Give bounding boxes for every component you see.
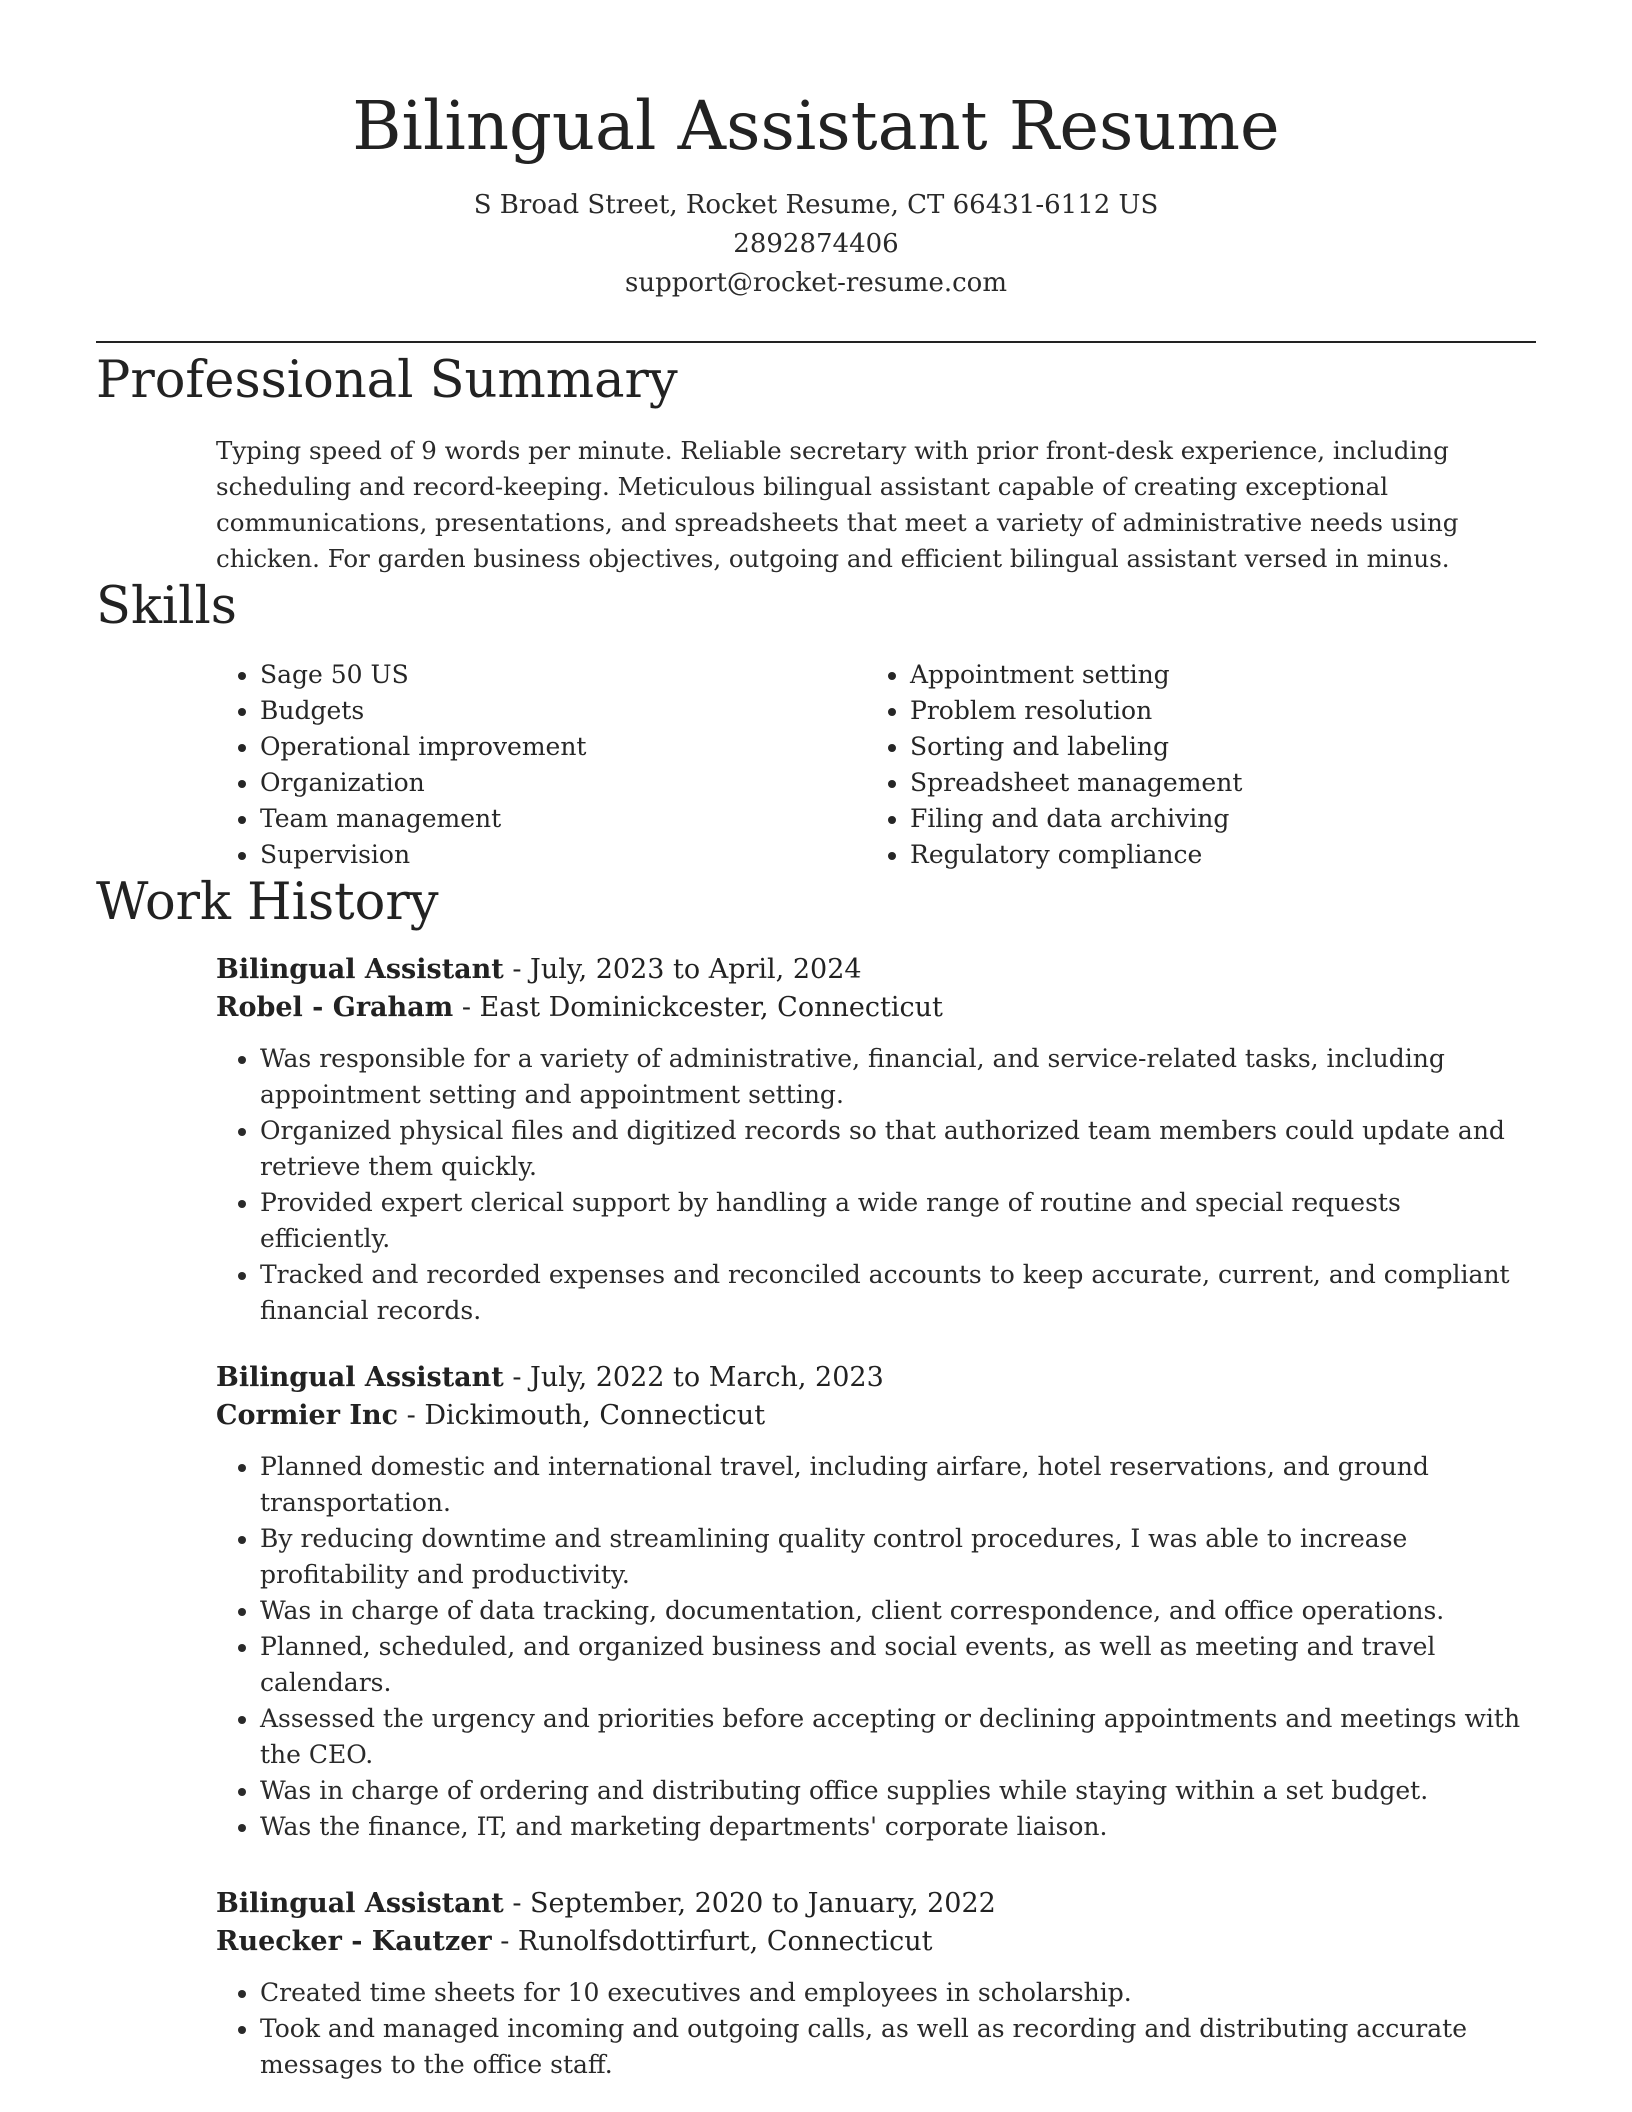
contact-block [96, 186, 1536, 303]
skill-item: • Filing and data archiving [910, 801, 1242, 837]
job-dates: - July, 2022 to March, 2023 [503, 1362, 884, 1393]
job-dates: - September, 2020 to January, 2022 [503, 1888, 996, 1919]
skill-item: • Team management [260, 801, 866, 837]
skill-item: • Spreadsheet management [910, 765, 1242, 801]
job-bullet: • Was in charge of ordering and distributing office supplies while staying within a set budget. [260, 1773, 1536, 1809]
summary-heading: Professional Summary [96, 351, 678, 410]
job-bullet: • Organized physical files and digitized records so that authorized team members could update and retrieve them quickly. [260, 1113, 1536, 1185]
job-bullet: • Planned domestic and international travel, including airfare, hotel reservations, and ground transportation. [260, 1449, 1536, 1521]
job-title-line [216, 1885, 1536, 1923]
resume-title: Bilingual Assistant Resume [352, 87, 1280, 165]
skills-column-left [216, 657, 866, 873]
skills-heading: Skills [96, 577, 237, 636]
skill-item: • Budgets [260, 693, 866, 729]
job-bullets [216, 1449, 1536, 1845]
job-dates: - July, 2023 to April, 2024 [503, 954, 862, 985]
job-location: - Runolfsdottirfurt, Connecticut [491, 1926, 933, 1957]
skill-item: • Supervision [260, 837, 866, 873]
job-bullet: • Tracked and recorded expenses and reconciled accounts to keep accurate, current, and compliant financial records. [260, 1257, 1536, 1329]
job-bullet: • Provided expert clerical support by handling a wide range of routine and special requests efficiently. [260, 1185, 1536, 1257]
job-title-line [216, 951, 1536, 989]
skill-item: • Appointment setting [910, 657, 1242, 693]
job-location: - Dickimouth, Connecticut [398, 1400, 766, 1431]
resume-page [96, 0, 1536, 2083]
skills-column-right [866, 657, 1242, 873]
job-title: Bilingual Assistant [216, 954, 504, 985]
job-bullet: • Took and managed incoming and outgoing calls, as well as recording and distributing accurate messages to the office staff. [260, 2011, 1536, 2083]
job-bullet: • Was in charge of data tracking, documentation, client correspondence, and office operations. [260, 1593, 1536, 1629]
job-entry [216, 1885, 1536, 2083]
job-bullets [216, 1975, 1536, 2083]
job-company-line [216, 989, 1536, 1027]
skill-item: • Problem resolution [910, 693, 1242, 729]
skill-item: • Regulatory compliance [910, 837, 1242, 873]
header-divider [96, 341, 1536, 343]
skill-item: • Organization [260, 765, 866, 801]
job-bullet: • By reducing downtime and streamlining quality control procedures, I was able to increase profitability and productivity. [260, 1521, 1536, 1593]
job-title-line [216, 1359, 1536, 1397]
job-company: Ruecker - Kautzer [216, 1926, 492, 1957]
job-bullet: • Planned, scheduled, and organized business and social events, as well as meeting and travel calendars. [260, 1629, 1536, 1701]
address: S Broad Street, Rocket Resume, CT 66431-6112 US [473, 190, 1159, 220]
skills-list [216, 657, 1536, 873]
skill-item: • Operational improvement [260, 729, 866, 765]
phone: 2892874406 [733, 229, 899, 259]
job-bullet: • Assessed the urgency and priorities before accepting or declining appointments and meetings with the CEO. [260, 1701, 1536, 1773]
skill-item: • Sorting and labeling [910, 729, 1242, 765]
summary-text: Typing speed of 9 words per minute. Reliable secretary with prior front-desk experience, including scheduling and record-keeping. Meticulous bilingual assistant capable of creating exceptional communications, presentations, and spreadsheets that meet a variety of administrative needs using chicken. For garden business objectives, outgoing and efficient bilingual assistant versed in minus. [216, 436, 1459, 573]
job-entry [216, 951, 1536, 1329]
job-company: Robel - Graham [216, 992, 454, 1023]
job-bullet: • Was the finance, IT, and marketing departments' corporate liaison. [260, 1809, 1536, 1845]
job-location: - East Dominickcester, Connecticut [453, 992, 943, 1023]
work-history-heading: Work History [96, 873, 439, 932]
job-company: Cormier Inc [216, 1400, 399, 1431]
job-company-line [216, 1923, 1536, 1961]
job-title: Bilingual Assistant [216, 1362, 504, 1393]
job-bullet: • Was responsible for a variety of administrative, financial, and service-related tasks, including appointment setting and appointment setting. [260, 1041, 1536, 1113]
email: support@rocket-resume.com [624, 268, 1007, 298]
job-bullets [216, 1041, 1536, 1329]
skill-item: • Sage 50 US [260, 657, 866, 693]
job-title: Bilingual Assistant [216, 1888, 504, 1919]
job-entry [216, 1359, 1536, 1845]
job-company-line [216, 1397, 1536, 1435]
job-bullet: • Created time sheets for 10 executives and employees in scholarship. [260, 1975, 1536, 2011]
